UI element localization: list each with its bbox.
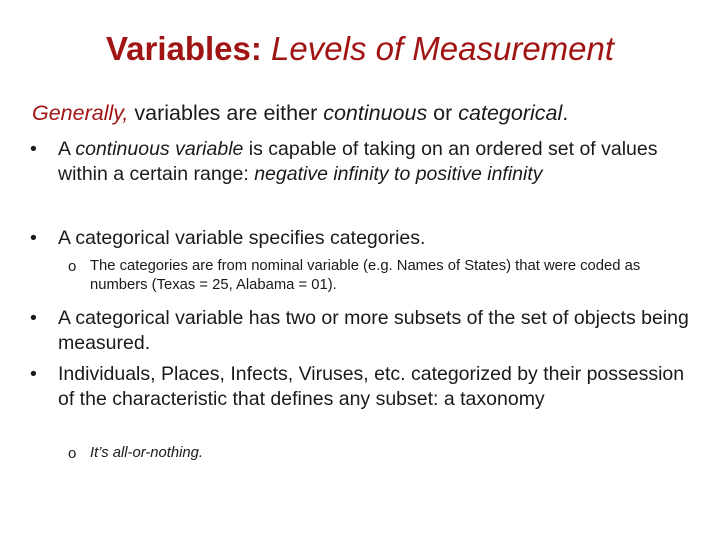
bullet-1-mid: is capable of taking on an ordered set of values within a certain range: [58,138,658,185]
sub-bullet-nominal [68,257,700,295]
sub-bullet-all-or-nothing-text: It’s all-or-nothing. [90,445,203,461]
bullet-1-italic-range: negative infinity to positive infinity [254,163,543,185]
bullet-continuous-variable [58,137,698,187]
intro-text-1: variables are either [128,101,324,125]
title-bold-part: Variables: [105,30,262,67]
intro-continuous: continuous [323,101,428,125]
slide-title [0,30,720,68]
title-italic-part: Levels of Measurement [271,30,615,67]
sub-bullet-all-or-nothing [68,444,700,463]
intro-categorical: categorical [458,101,563,125]
intro-line [32,101,702,126]
bullet-categorical-variable: • A categorical variable specifies categories. [58,226,698,251]
bullet-taxonomy: • Individuals, Places, Infects, Viruses, etc. categorized by their possession of the characteristic that defines any subset: a taxonomy [58,362,698,412]
intro-text-2: or [427,101,459,125]
bullet-1-italic: continuous variable [75,138,244,160]
sub-bullet-marker: o [68,445,77,462]
sub-bullet-nominal-text: The categories are from nominal variable (e.g. Names of States) that were coded as numbers (Texas = 25, Alabama = 01). [90,258,641,293]
bullet-subsets: • A categorical variable has two or more subsets of the set of objects being measured. [58,306,698,356]
intro-text-3: . [562,101,569,125]
sub-bullet-marker: o [68,258,77,275]
bullet-1-pre: A [58,138,76,160]
intro-generally: Generally, [32,101,129,125]
